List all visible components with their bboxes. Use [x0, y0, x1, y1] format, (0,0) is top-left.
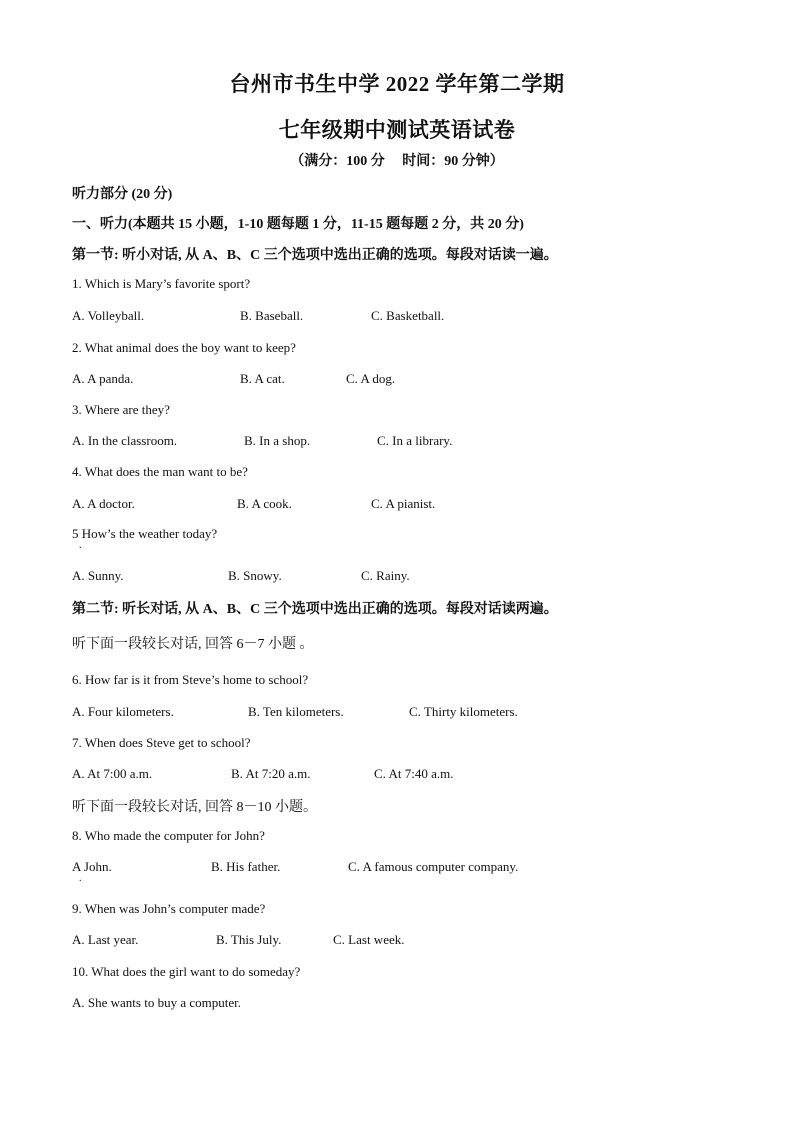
q8-option-c: C. A famous computer company. [348, 859, 519, 874]
q9-option-a: A. Last year. [72, 932, 139, 947]
part-one-heading: 一、听力(本题共 15 小题，1-10 题每题 1 分，11-15 题每题 2 分，共 20 分) [72, 217, 524, 232]
q1-option-a: A. Volleyball. [72, 308, 145, 323]
q3-option-a: A. In the classroom. [72, 433, 178, 448]
stray-dot: . [79, 540, 82, 551]
q6-option-a: A. Four kilometers. [72, 704, 174, 719]
section-one-instruction: 第一节: 听小对话, 从 A、B、C 三个选项中选出正确的选项。每段对话读一遍。 [72, 248, 558, 263]
q6-option-b: B. Ten kilometers. [248, 704, 344, 719]
q8-option-b: B. His father. [211, 859, 281, 874]
exam-title-subject: 七年级期中测试英语试卷 [278, 118, 516, 142]
q6-option-c: C. Thirty kilometers. [409, 704, 518, 719]
listening-part-heading: 听力部分 (20 分) [72, 187, 173, 202]
q8-option-a: A John. [72, 859, 112, 874]
q1-option-b: B. Baseball. [240, 308, 304, 323]
question-6: 6. How far is it from Steve’s home to school? [72, 672, 309, 687]
instruction-6-7: 听下面一段较长对话, 回答 6－7 小题 。 [72, 637, 314, 652]
q10-option-a: A. She wants to buy a computer. [72, 995, 241, 1010]
q9-option-c: C. Last week. [333, 932, 405, 947]
exam-meta: （满分：100 分 时间：90 分钟） [290, 154, 504, 169]
question-1: 1. Which is Mary’s favorite sport? [72, 276, 251, 291]
q1-option-c: C. Basketball. [371, 308, 445, 323]
q7-option-b: B. At 7:20 a.m. [231, 766, 311, 781]
q2-option-b: B. A cat. [240, 371, 285, 386]
q4-option-a: A. A doctor. [72, 496, 135, 511]
question-5: 5 How’s the weather today? [72, 526, 218, 541]
q3-option-c: C. In a library. [377, 433, 453, 448]
stray-dot: . [79, 873, 82, 884]
q7-option-a: A. At 7:00 a.m. [72, 766, 153, 781]
instruction-8-10: 听下面一段较长对话, 回答 8－10 小题。 [72, 800, 317, 815]
question-7: 7. When does Steve get to school? [72, 735, 251, 750]
exam-title-school: 台州市书生中学 2022 学年第二学期 [229, 72, 565, 96]
q4-option-c: C. A pianist. [371, 496, 436, 511]
q2-option-a: A. A panda. [72, 371, 134, 386]
q2-option-c: C. A dog. [346, 371, 396, 386]
q4-option-b: B. A cook. [237, 496, 292, 511]
q5-option-c: C. Rainy. [361, 568, 410, 583]
q5-option-b: B. Snowy. [228, 568, 282, 583]
question-4: 4. What does the man want to be? [72, 464, 248, 479]
q3-option-b: B. In a shop. [244, 433, 311, 448]
question-9: 9. When was John’s computer made? [72, 901, 266, 916]
question-2: 2. What animal does the boy want to keep? [72, 340, 296, 355]
section-two-instruction: 第二节: 听长对话, 从 A、B、C 三个选项中选出正确的选项。每段对话读两遍。 [72, 602, 558, 617]
question-3: 3. Where are they? [72, 402, 170, 417]
question-10: 10. What does the girl want to do someday? [72, 964, 301, 979]
q5-option-a: A. Sunny. [72, 568, 124, 583]
question-8: 8. Who made the computer for John? [72, 828, 265, 843]
q9-option-b: B. This July. [216, 932, 282, 947]
q7-option-c: C. At 7:40 a.m. [374, 766, 454, 781]
